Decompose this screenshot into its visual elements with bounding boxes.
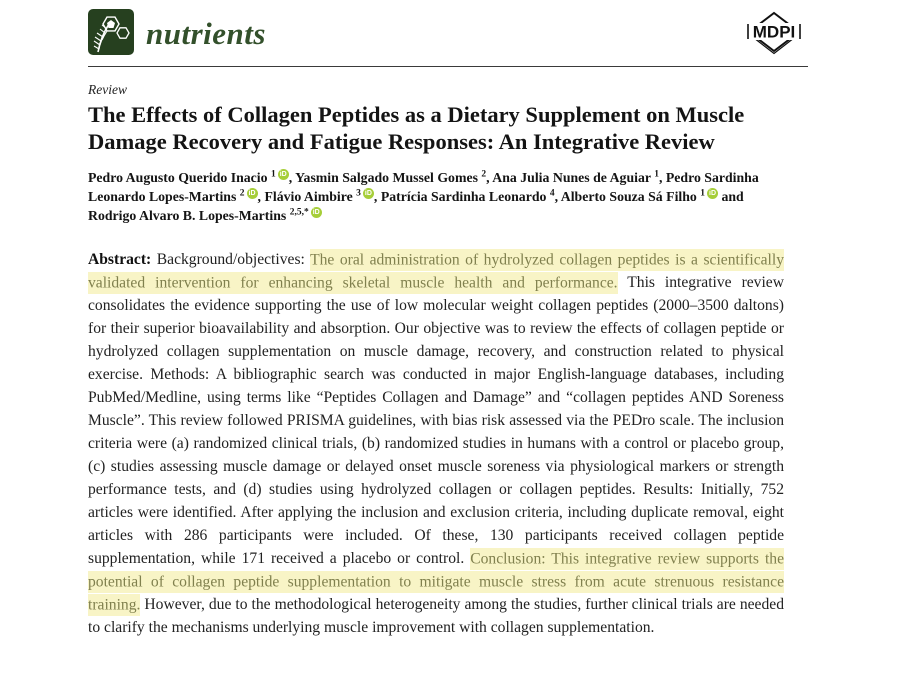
author: Pedro Sardinha Leonardo Lopes-Martins $^2$ iD , [88,170,759,205]
author: Ana Julia Nunes de Aguiar $^1$, [492,169,666,185]
author-affiliation-sup: 2,5,* [289,207,309,218]
author-affiliation-sup: 1 [700,188,706,199]
author: Yasmin Salgado Mussel Gomes $^2$, [295,169,493,185]
mdpi-logo-text: MDPI [752,22,796,41]
orcid-icon[interactable]: iD [312,209,320,217]
author-affiliation-sup: 1 [270,169,276,180]
journal-name: nutrients [146,16,266,51]
abstract-highlighted-segment: Conclusion: This integrative review supports the potential of collagen peptide supplementation to mitigate muscle stress from acute strenuous resistance training. [88,548,784,616]
author-list [88,168,794,225]
mdpi-logo-icon [740,9,808,60]
nutrients-leaf-logo-icon [88,9,134,60]
author: Alberto Souza Sá Filho $^1$ iD and [560,188,744,205]
orcid-icon[interactable]: iD [279,171,287,179]
abstract-segment: However, due to the methodological heterogeneity among the studies, further clinical trials are needed to clarify the mechanisms underlying muscle improvement with collagen supplementation. [88,596,784,637]
abstract-highlighted-segment: The oral administration of hydrolyzed collagen peptides is a scientifically validated intervention for enhancing skeletal muscle health and performance. [88,249,784,294]
orcid-icon[interactable]: iD [709,190,717,198]
header-divider [88,66,808,67]
author-affiliation-sup: 3 [356,188,361,199]
journal-brand [88,9,266,60]
abstract-segment: Background/objectives: [151,251,311,269]
journal-header [88,8,808,60]
abstract-paragraph [88,248,784,639]
author-affiliation-sup: 2 [239,188,245,199]
abstract-label: Abstract: [88,251,152,269]
orcid-icon[interactable]: iD [364,190,372,198]
author-affiliation-sup: 4 [549,188,555,199]
article-title: The Effects of Collagen Peptides as a Dietary Supplement on Muscle Damage Recovery and Fatigue Responses: An Integrative Review [88,102,745,154]
author: Patrícia Sardinha Leonardo $^4$, [380,188,561,205]
article-type-label: Review [88,82,127,97]
author: Rodrigo Alvaro B. Lopes-Martins $^{2,5,*}$ iD [88,207,320,224]
abstract-segment: This integrative review consolidates the evidence supporting the use of low molecular weight collagen peptides (2000–3500 daltons) for their superior bioavailability and absorption. Our objective was to review the effects of collagen peptide or hydrolyzed collagen supplementation on muscle damage, recovery, and construction related to physical exercise. Methods: A bibliographic search was conducted in major English-language databases, including PubMed/Medline, using terms like “Peptides Collagen and Damage” and “collagen peptides AND Soreness Muscle”. This review followed PRISMA guidelines, with bias risk assessed via the PEDro scale. The inclusion criteria were (a) randomized clinical trials, (b) randomized studies in humans with a control or placebo group, (c) studies assessing muscle damage or delayed onset muscle soreness via physiological markers or strength performance tests, and (d) studies using hydrolyzed collagen or collagen peptides. Results: Initially, 752 articles were identified. After applying the inclusion and exclusion criteria, including duplicate removal, eight articles with 286 participants were included. Of these, 130 participants received collagen peptide supplementation, while 171 received a placebo or control. [88,274,784,568]
author-affiliation-sup: 2 [481,169,487,180]
orcid-icon[interactable]: iD [248,190,256,198]
author: Flávio Aimbire $^3$ iD , [264,188,381,205]
author: Pedro Augusto Querido Inacio $^1$ iD , [88,169,296,185]
author-affiliation-sup: 1 [654,169,659,180]
